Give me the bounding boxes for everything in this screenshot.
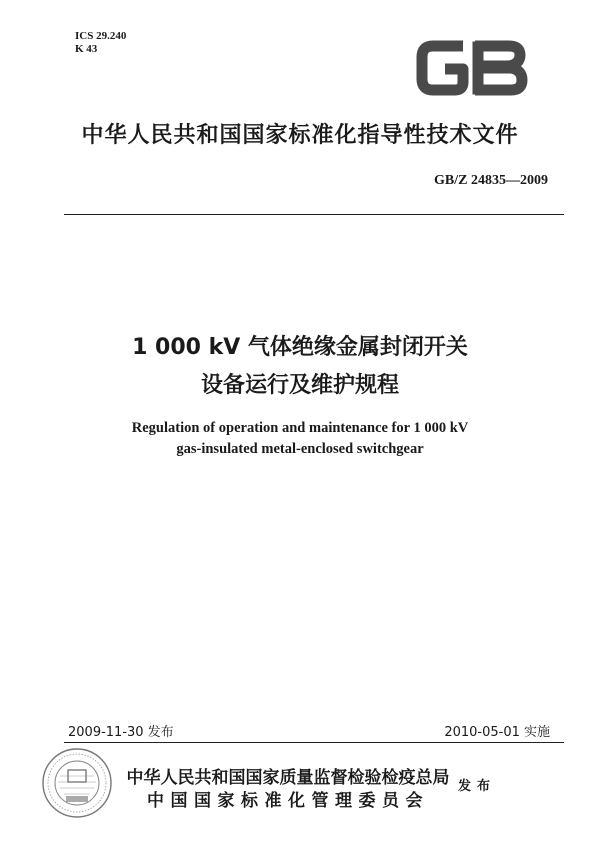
top-divider bbox=[64, 214, 564, 215]
publish-label: 发布 bbox=[458, 779, 497, 794]
title-chinese-line1: 1 000 kV 气体绝缘金属封闭开关 bbox=[132, 335, 468, 360]
implementation-date: 2010-05-01 实施 bbox=[444, 725, 550, 740]
issuer-sac: 中国国家标准化管理委员会 bbox=[147, 791, 429, 811]
ics-code: ICS 29.240 bbox=[75, 30, 127, 42]
title-english-line2: gas-insulated metal-enclosed switchgear bbox=[176, 441, 424, 457]
gb-logo bbox=[413, 36, 529, 100]
title-english-line1: Regulation of operation and maintenance for 1 000 kV bbox=[131, 420, 469, 436]
bottom-divider bbox=[64, 742, 564, 743]
title-chinese-line2: 设备运行及维护规程 bbox=[200, 373, 399, 398]
issuer-aqsiq: 中华人民共和国国家质量监督检验检疫总局 bbox=[126, 768, 450, 788]
classification-codes bbox=[75, 30, 126, 56]
official-seal-icon bbox=[40, 746, 114, 820]
standard-number: GB/Z 24835—2009 bbox=[434, 173, 548, 188]
document-type-heading: 中华人民共和国国家标准化指导性技术文件 bbox=[81, 123, 519, 148]
issue-date: 2009-11-30 发布 bbox=[68, 725, 174, 740]
ccs-code: K 43 bbox=[75, 43, 98, 55]
